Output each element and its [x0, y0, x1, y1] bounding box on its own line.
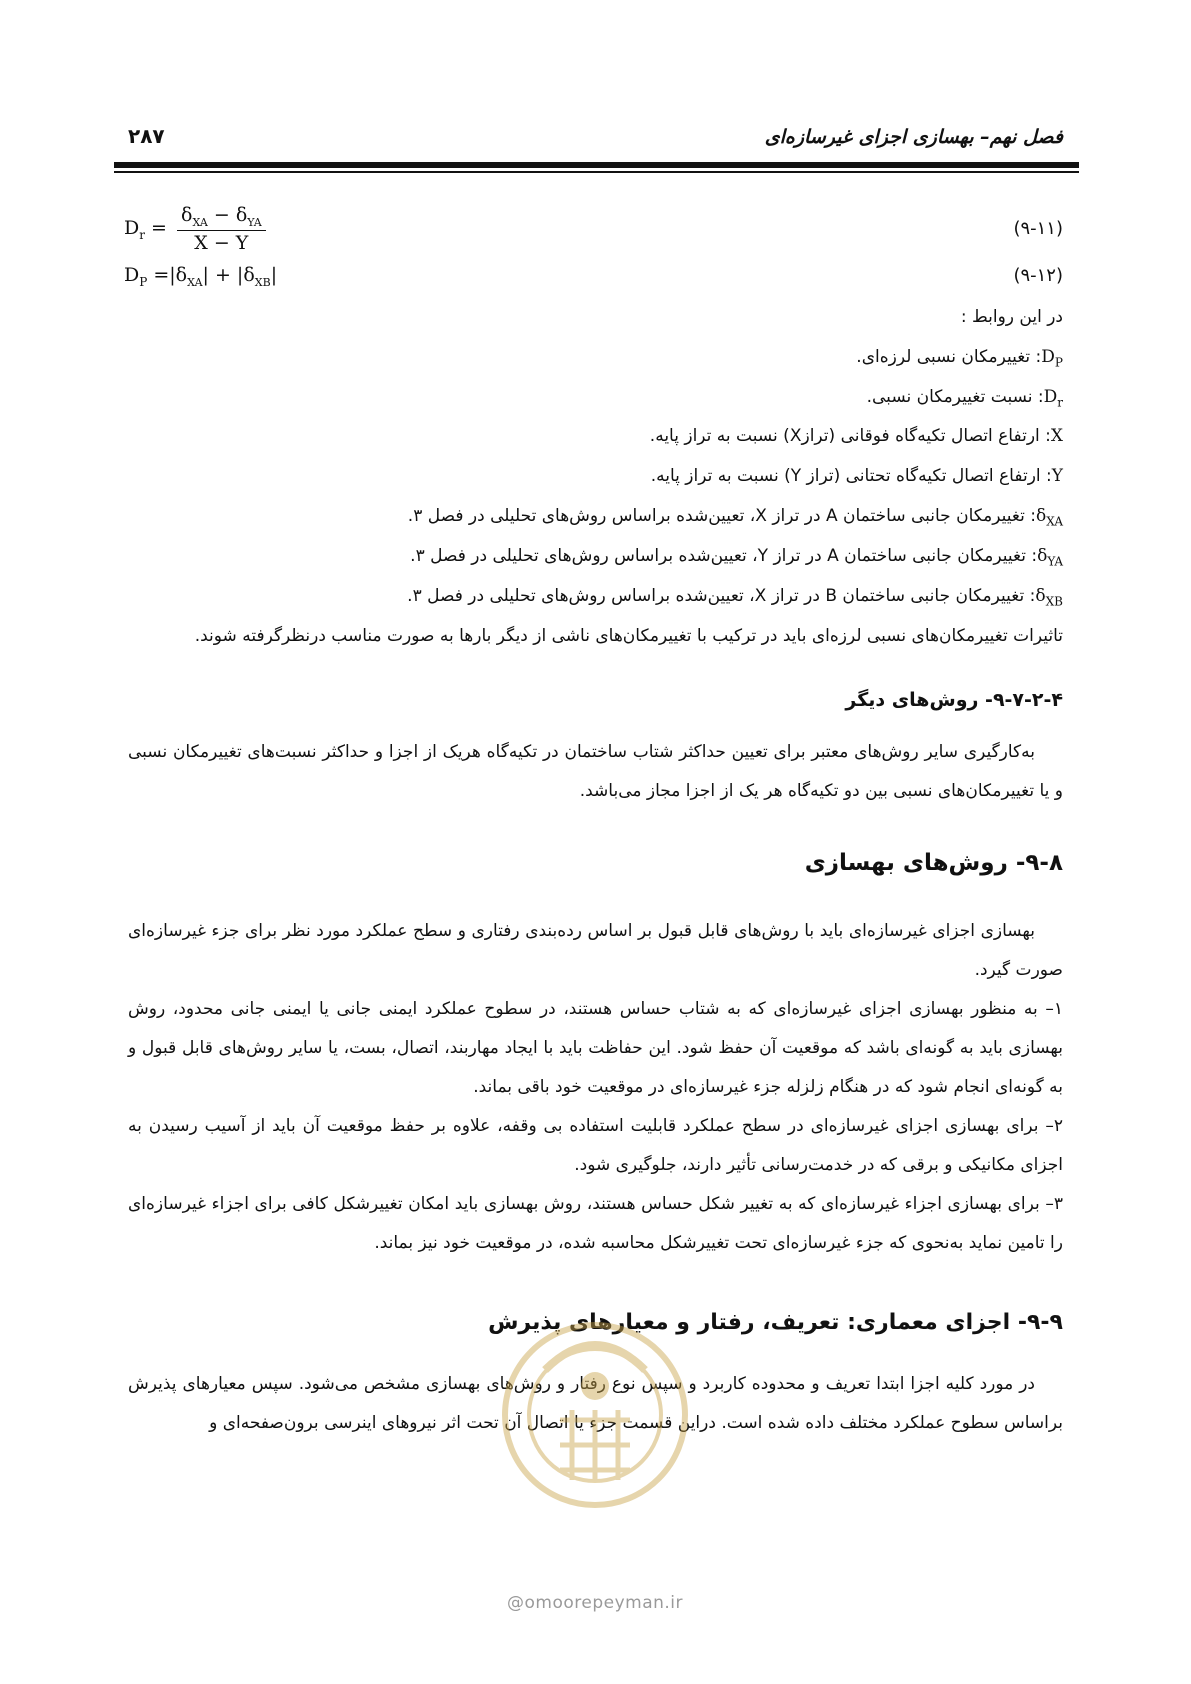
- section-heading: ۹-۹- اجزای معماری: تعریف، رفتار و معیارهای پذیرش: [488, 1310, 1063, 1335]
- header-rule-thin: [114, 171, 1079, 173]
- formula-fraction: $\frac{\delta_{XA} - \delta_{YA}}{X - Y}$: [177, 204, 266, 254]
- page-header: [128, 126, 1063, 166]
- definition-item: $D_P$: تغییرمکان نسبی لرزه‌ای.: [856, 347, 1063, 370]
- section-heading: ۹-۷-۲-۴- روش‌های دیگر: [845, 689, 1063, 711]
- formula-lhs: $D_r$ =: [124, 216, 167, 242]
- section-paragraph: به‌کارگیری سایر روش‌های معتبر برای تعیین حداکثر شتاب ساختمان در تکیه‌گاه هریک از اجزا و حداکثر نسبت‌های تغییرمکان نسبی و یا تغییرمکان‌های نسبی بین دو تکیه‌گاه هر یک از اجزا مجاز می‌باشد.: [128, 742, 1063, 801]
- definition-item: $\delta_{XA}$: تغییرمکان جانبی ساختمان A در تراز X، تعیین‌شده براساس روش‌های تحلیلی در فصل ۳.: [407, 506, 1063, 529]
- header-rule-thick: [114, 162, 1079, 168]
- list-item: ۱– به منظور بهسازی اجزای غیرسازه‌ای که به شتاب حساس هستند، در سطوح عملکرد ایمنی جانی یا ایمنی جانی محدود، روش بهسازی باید به گونه‌ای باشد که موقعیت آن حفظ شود. این حفاظت باید با ایجاد مهاربند، اتصال، بست، یا سایر روش‌های قابل قبول و به گونه‌ای انجام شود که در هنگام زلزله جزء غیرسازه‌ای در موقعیت خود باقی بماند.: [128, 999, 1063, 1097]
- definitions-note: تاثیرات تغییرمکان‌های نسبی لرزه‌ای باید در ترکیب با تغییرمکان‌های ناشی از دیگر بارها به صورت مناسب درنظرگرفته شوند.: [194, 626, 1063, 646]
- chapter-title: فصل نهم– بهسازی اجزای غیرسازه‌ای: [764, 126, 1063, 148]
- list-item: ۳– برای بهسازی اجزاء غیرسازه‌ای که به تغییر شکل حساس هستند، روش بهسازی باید امکان تغییرشکل کافی برای اجزاء غیرسازه‌ای را تامین نماید به‌نحوی که جزء غیرسازه‌ای تحت تغییرشکل محاسبه شده، در موقعیت خود نیز بماند.: [128, 1194, 1063, 1253]
- equation-number: (۹-۱۱): [1013, 218, 1063, 239]
- list-item: ۲– برای بهسازی اجزای غیرسازه‌ای در سطح عملکرد قابلیت استفاده بی وقفه، علاوه بر حفظ موقعیت آن باید از آسیب رسیدن به اجزای مکانیکی و برقی که در خدمت‌رسانی تأثیر دارند، جلوگیری شود.: [128, 1116, 1063, 1175]
- equation-number: (۹-۱۲): [1013, 265, 1063, 286]
- definition-item: $\delta_{XB}$: تغییرمکان جانبی ساختمان B در تراز X، تعیین‌شده براساس روش‌های تحلیلی در فصل ۳.: [407, 586, 1063, 609]
- section-paragraph: بهسازی اجزای غیرسازه‌ای باید با روش‌های قابل قبول بر اساس رده‌بندی رفتاری و سطح عملکرد مورد نظر برای جزء غیرسازه‌ای صورت گیرد.: [128, 921, 1063, 980]
- watermark-url: @omoorepeyman.ir: [506, 1593, 684, 1613]
- formula-relative-displacement: $D_P =|\delta_{XA}| + |\delta_{XB}|$: [124, 264, 278, 289]
- definition-item: Y: ارتفاع اتصال تکیه‌گاه تحتانی (تراز Y) نسبت به تراز پایه.: [650, 466, 1063, 486]
- definition-item: $D_r$: نسبت تغییرمکان نسبی.: [866, 387, 1063, 410]
- definition-item: $\delta_{YA}$: تغییرمکان جانبی ساختمان A در تراز Y، تعیین‌شده براساس روش‌های تحلیلی در فصل ۳.: [410, 546, 1063, 569]
- section-heading: ۹-۸- روش‌های بهسازی: [804, 850, 1063, 876]
- definitions-intro: در این روابط :: [960, 307, 1063, 327]
- page-number: ۲۸۷: [128, 124, 165, 148]
- definition-item: X: ارتفاع اتصال تکیه‌گاه فوقانی (ترازX) نسبت به تراز پایه.: [649, 426, 1063, 446]
- section-paragraph: در مورد کلیه اجزا ابتدا تعریف و محدوده کاربرد و سپس نوع رفتار و روش‌های بهسازی مشخص می‌شود. سپس معیارهای پذیرش براساس سطوح عملکرد مختلف داده شده است. دراین قسمت جزء یا اتصال آن تحت اثر نیروهای اینرسی برون‌صفحه‌ای و: [128, 1374, 1063, 1433]
- formula-drift-ratio: [124, 204, 266, 254]
